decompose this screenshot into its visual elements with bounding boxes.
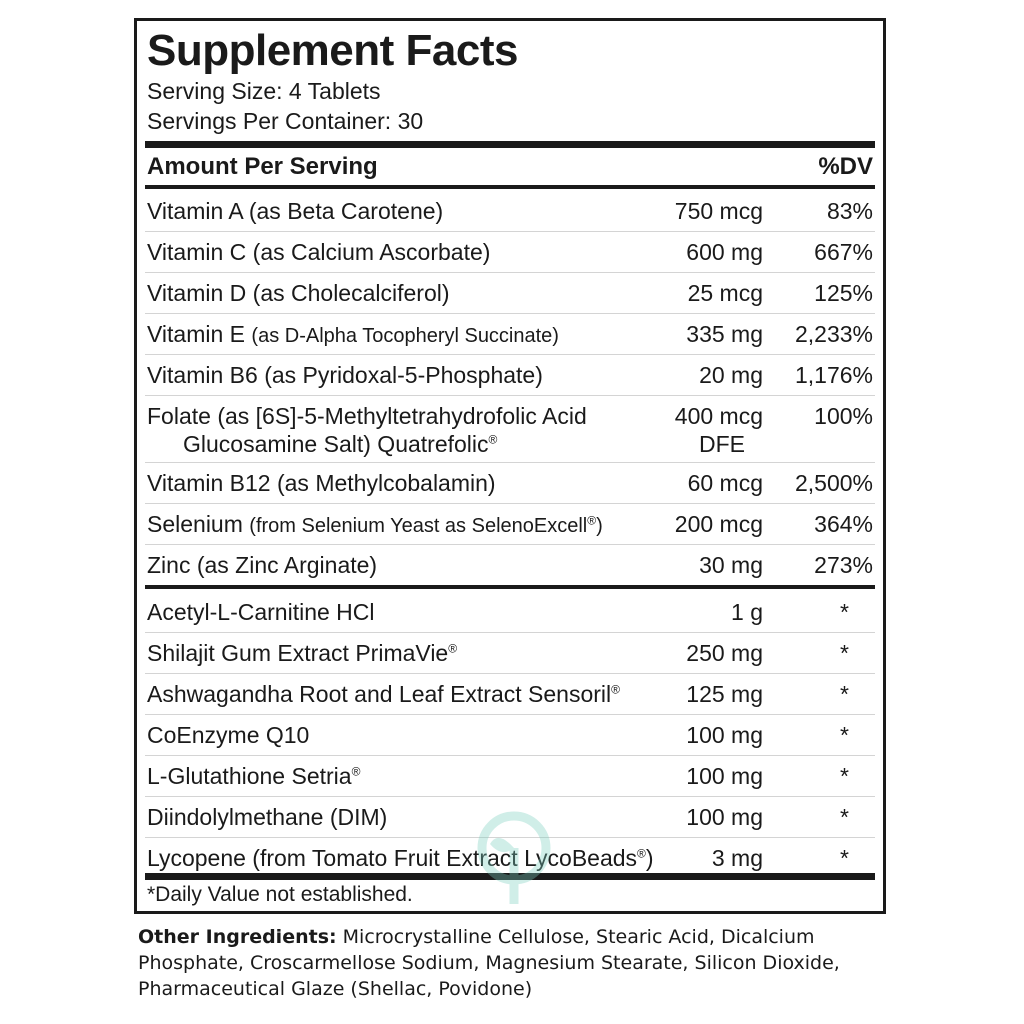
table-row [145, 232, 875, 273]
table-row [145, 191, 875, 232]
nutrient-amount: 25 mcg [687, 280, 763, 306]
nutrient-name-line1: Folate (as [6S]-5-Methyltetrahydrofolic Acid [147, 403, 587, 429]
divider-thick [145, 141, 875, 148]
nutrient-amount-line1: 400 mcg [674, 403, 763, 429]
nutrient-dv: 2,233% [794, 321, 873, 347]
ingredient-dv: * [840, 640, 849, 666]
divider-medium [145, 585, 875, 589]
table-row [145, 592, 875, 633]
ingredient-name-text: Lycopene (from Tomato Fruit Extract LycoBeads [147, 845, 638, 871]
nutrient-name [147, 510, 603, 540]
ingredient-name: CoEnzyme Q10 [147, 722, 310, 748]
table-row [145, 396, 875, 463]
registered-mark: ® [448, 641, 458, 656]
nutrient-name-source-text: (from Selenium Yeast as SelenoExcell [249, 515, 588, 537]
amount-per-serving-label: Amount Per Serving [147, 153, 378, 180]
ingredient-name [147, 844, 654, 872]
nutrient-dv: 83% [826, 198, 873, 224]
nutrient-dv: 125% [814, 280, 873, 306]
other-ingredients-text: Microcrystalline Cellulose, Stearic Acid, Dicalcium Phosphate, Croscarmellose Sodium, Magnesium Stearate, Silicon Dioxide, Pharmaceutical Glaze (Shellac, Povidone) [138, 926, 840, 1000]
nutrient-amount [675, 402, 763, 458]
nutrient-name: Vitamin B12 (as Methylcobalamin) [147, 470, 496, 496]
nutrient-name-main: Selenium [147, 511, 243, 537]
nutrient-name: Vitamin D (as Cholecalciferol) [147, 280, 450, 306]
nutrient-name [147, 320, 559, 350]
nutrient-name: Vitamin B6 (as Pyridoxal-5-Phosphate) [147, 362, 543, 388]
nutrient-dv: 667% [814, 239, 873, 265]
nutrient-name-main: Vitamin E [147, 321, 246, 347]
nutrient-amount: 20 mg [699, 362, 763, 388]
ingredient-amount: 3 mg [711, 845, 763, 871]
registered-mark: ® [611, 682, 620, 697]
table-row [145, 633, 875, 674]
nutrient-name-line2 [147, 430, 587, 458]
ingredient-dv: * [840, 722, 849, 748]
table-row [145, 674, 875, 715]
supplement-facts-panel [134, 18, 886, 914]
nutrient-dv: 2,500% [794, 470, 873, 496]
nutrient-dv: 1,176% [794, 362, 873, 388]
registered-mark: ® [488, 432, 498, 447]
ingredient-name-text: Ashwagandha Root and Leaf Extract Sensoril [147, 681, 612, 707]
ingredient-amount: 100 mg [686, 804, 763, 830]
ingredient-name [147, 639, 457, 667]
ingredient-name [147, 762, 360, 790]
nutrient-name [147, 402, 587, 458]
nutrient-name-source: (as D-Alpha Tocopheryl Succinate) [251, 325, 559, 347]
nutrient-name-line2-text: Glucosamine Salt) Quatrefolic [183, 431, 489, 457]
ingredient-dv: * [840, 845, 849, 871]
nutrient-amount: 600 mg [686, 239, 763, 265]
table-row [145, 715, 875, 756]
dv-label: %DV [818, 153, 873, 180]
ingredient-name: Diindolylmethane (DIM) [147, 804, 388, 830]
ingredient-name-text: Shilajit Gum Extract PrimaVie [147, 640, 449, 666]
ingredient-dv: * [840, 681, 849, 707]
ingredient-amount: 250 mg [686, 640, 763, 666]
other-ingredients-label: Other Ingredients: [138, 926, 337, 948]
ingredient-amount: 100 mg [686, 722, 763, 748]
ingredient-name-text: L-Glutathione Setria [147, 763, 352, 789]
ingredient-dv: * [840, 763, 849, 789]
nutrient-name: Vitamin A (as Beta Carotene) [147, 198, 444, 224]
nutrient-name: Vitamin C (as Calcium Ascorbate) [147, 239, 491, 265]
nutrient-amount: 30 mg [699, 552, 763, 578]
table-row [145, 545, 875, 585]
nutrient-amount: 200 mcg [674, 511, 763, 537]
ingredient-amount: 1 g [731, 599, 763, 625]
registered-mark: ® [637, 846, 646, 861]
ingredient-name [147, 680, 620, 708]
registered-mark: ® [351, 764, 361, 779]
ingredient-dv: * [840, 599, 849, 625]
ingredient-amount: 100 mg [686, 763, 763, 789]
nutrient-name: Zinc (as Zinc Arginate) [147, 552, 378, 578]
nutrient-name-source [249, 515, 602, 537]
nutrient-dv: 273% [814, 552, 873, 578]
nutrient-amount: 335 mg [686, 321, 763, 347]
ingredient-name: Acetyl-L-Carnitine HCl [147, 599, 375, 625]
servings-per-container: Servings Per Container: 30 [147, 108, 424, 134]
table-row [145, 504, 875, 545]
divider-medium [145, 185, 875, 189]
table-header [147, 151, 873, 185]
table-row [145, 314, 875, 355]
other-ingredients [138, 924, 898, 1002]
table-row [145, 463, 875, 504]
closing-paren: ) [645, 845, 654, 871]
nutrient-amount-line2: DFE [699, 431, 745, 457]
panel-title: Supplement Facts [147, 26, 518, 75]
nutrient-amount: 60 mcg [687, 470, 763, 496]
closing-paren: ) [596, 515, 603, 537]
footnote: *Daily Value not established. [147, 883, 413, 906]
ingredient-amount: 125 mg [686, 681, 763, 707]
nutrient-amount: 750 mcg [674, 198, 763, 224]
leaf-logo-icon [468, 808, 560, 908]
nutrient-dv: 364% [814, 511, 873, 537]
serving-size: Serving Size: 4 Tablets [147, 78, 381, 104]
table-row [145, 355, 875, 396]
table-row [145, 273, 875, 314]
table-row [145, 756, 875, 797]
ingredient-dv: * [840, 804, 849, 830]
nutrient-dv: 100% [814, 403, 873, 429]
registered-mark: ® [587, 513, 597, 528]
